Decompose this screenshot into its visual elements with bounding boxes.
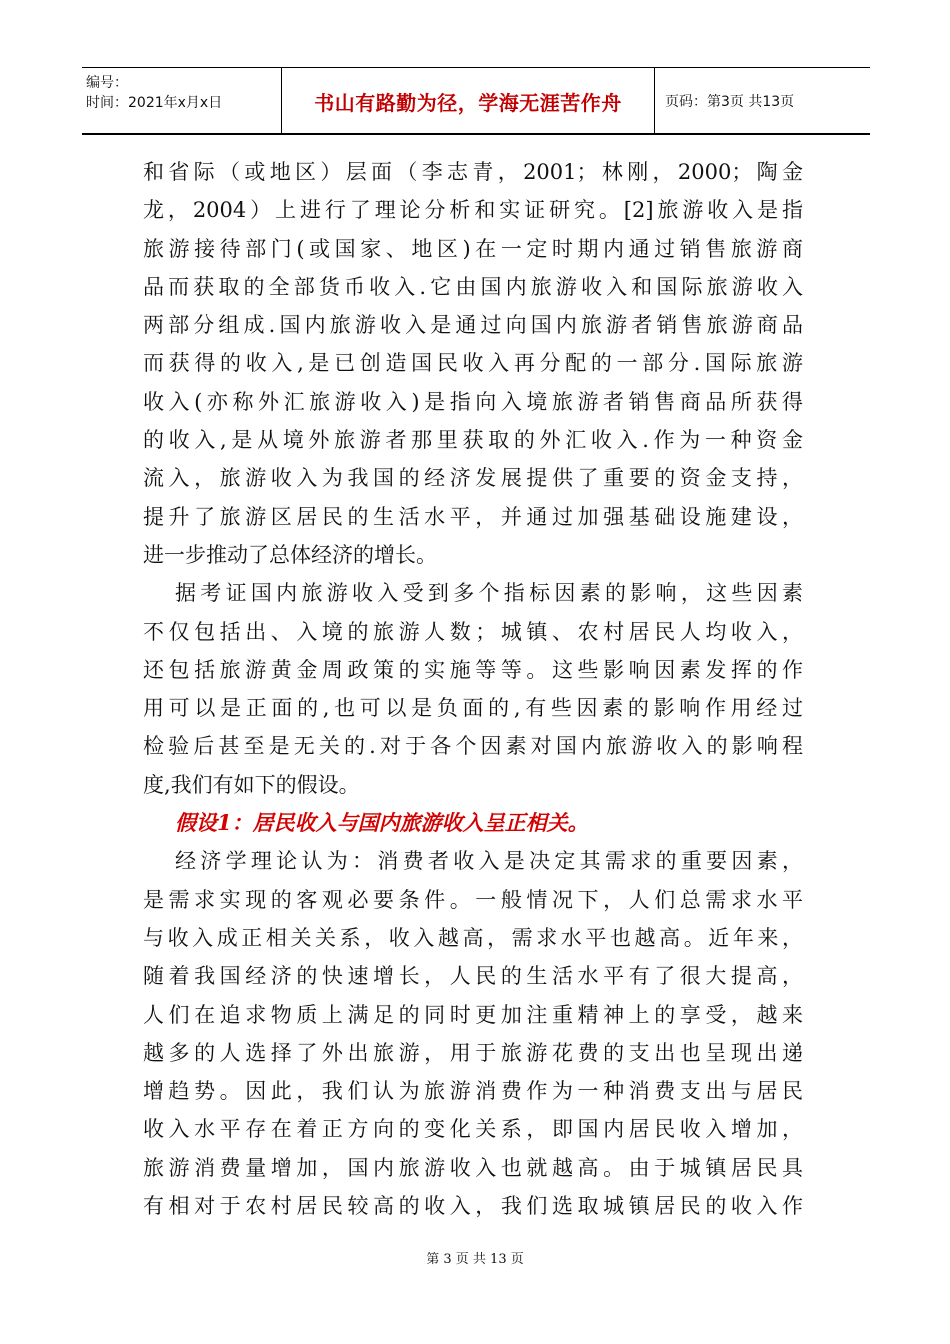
page-header <box>82 67 870 135</box>
text-line: 提升了旅游区居民的生活水平，并通过加强基础设施建设， <box>143 504 803 529</box>
header-meta <box>82 67 282 135</box>
header-page-info: 页码：第3页 共13页 <box>665 94 795 110</box>
paragraph-influencing-factors <box>143 574 803 804</box>
text-line: 的收入,是从境外旅游者那里获取的外汇收入.作为一种资金 <box>143 428 803 453</box>
text-line: 和省际（或地区）层面（李志青，2001；林刚，2000；陶金 <box>143 160 803 184</box>
hypothesis-heading: 假设1：居民收入与国内旅游收入呈正相关。 <box>175 810 589 836</box>
page-footer: 第 3 页 共 13 页 <box>426 1252 524 1267</box>
text-line: 而获得的收入,是已创造国民收入再分配的一部分.国际旅游 <box>143 351 803 376</box>
text-line: 检验后甚至是无关的.对于各个因素对国内旅游收入的影响程 <box>143 734 803 759</box>
text-line: 两部分组成.国内旅游收入是通过向国内旅游者销售旅游商品 <box>143 313 803 338</box>
text-line: 随着我国经济的快速增长，人民的生活水平有了很大提高， <box>143 964 803 989</box>
text-line: 增趋势。因此，我们认为旅游消费作为一种消费支出与居民 <box>143 1079 803 1104</box>
text-line: 收入水平存在着正方向的变化关系，即国内居民收入增加， <box>143 1117 803 1142</box>
text-line: 不仅包括出、入境的旅游人数；城镇、农村居民人均收入， <box>143 619 803 644</box>
paragraph-income-theory <box>143 842 803 1225</box>
text-line: 流入，旅游收入为我国的经济发展提供了重要的资金支持， <box>143 466 803 491</box>
text-line: 人们在追求物质上满足的同时更加注重精神上的享受，越来 <box>143 1002 803 1027</box>
text-line: 有相对于农村居民较高的收入，我们选取城镇居民的收入作 <box>143 1194 803 1219</box>
text-line: 品而获取的全部货币收入.它由国内旅游收入和国际旅游收入 <box>143 274 803 299</box>
text-line: 用可以是正面的,也可以是负面的,有些因素的影响作用经过 <box>143 696 803 721</box>
text-line: 与收入成正相关关系，收入越高，需求水平也越高。近年来， <box>143 925 803 950</box>
document-body <box>143 153 803 1225</box>
text-line: 龙，2004）上进行了理论分析和实证研究。[2]旅游收入是指 <box>143 198 803 223</box>
header-motto: 书山有路勤为径，学海无涯苦作舟 <box>282 67 655 135</box>
text-line: 经济学理论认为：消费者收入是决定其需求的重要因素， <box>175 849 803 874</box>
text-line: 旅游接待部门(或国家、地区)在一定时期内通过销售旅游商 <box>143 236 803 261</box>
text-line: 收入(亦称外汇旅游收入)是指向入境旅游者销售商品所获得 <box>143 389 803 414</box>
header-bottom-rule <box>82 133 870 135</box>
paragraph-tourism-income-definition <box>143 153 803 574</box>
text-line: 是需求实现的客观必要条件。一般情况下，人们总需求水平 <box>143 887 803 912</box>
text-line: 据考证国内旅游收入受到多个指标因素的影响，这些因素 <box>175 581 803 606</box>
text-line: 旅游消费量增加，国内旅游收入也就越高。由于城镇居民具 <box>143 1155 803 1180</box>
document-time-label: 时间：2021年x月x日 <box>86 95 223 111</box>
document-number-label: 编号： <box>86 75 128 91</box>
text-line: 进一步推动了总体经济的增长。 <box>143 542 437 567</box>
text-line: 度,我们有如下的假设。 <box>143 772 360 797</box>
text-line: 还包括旅游黄金周政策的实施等等。这些影响因素发挥的作 <box>143 657 803 682</box>
text-line: 越多的人选择了外出旅游，用于旅游花费的支出也呈现出递 <box>143 1040 803 1065</box>
